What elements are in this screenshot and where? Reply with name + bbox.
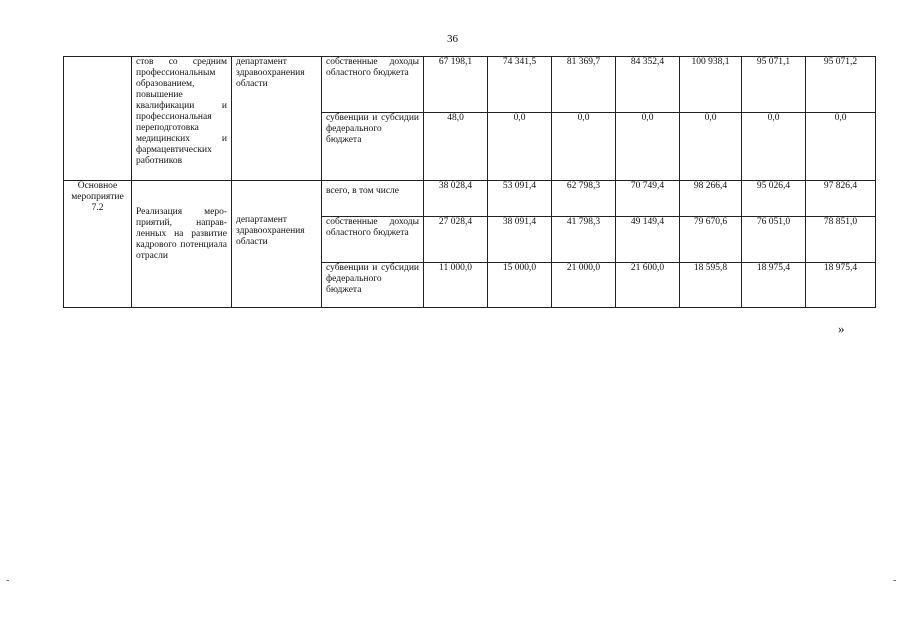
funding-source-cell: субвенции и субсидии федерального бюджета: [322, 113, 424, 181]
value-cell: 0,0: [806, 113, 876, 181]
value-cell: 62 798,3: [552, 181, 616, 217]
executor-cell: департамент здравоохранения области: [232, 57, 322, 181]
value-cell: 95 071,2: [806, 57, 876, 113]
value-cell: 84 352,4: [616, 57, 680, 113]
value-cell: 53 091,4: [488, 181, 552, 217]
value-cell: 21 000,0: [552, 263, 616, 308]
funding-source-cell: всего, в том числе: [322, 181, 424, 217]
value-cell: 21 600,0: [616, 263, 680, 308]
value-cell: 49 149,4: [616, 217, 680, 263]
value-cell: 98 266,4: [680, 181, 742, 217]
event-description-cell: Реализация мероприятий, направленных на развитие кадрового потенциала отрасли: [132, 181, 232, 308]
value-cell: 74 341,5: [488, 57, 552, 113]
value-cell: 95 071,1: [742, 57, 806, 113]
value-cell: 81 369,7: [552, 57, 616, 113]
value-cell: 18 975,4: [742, 263, 806, 308]
value-cell: 0,0: [488, 113, 552, 181]
value-cell: 27 028,4: [424, 217, 488, 263]
event-name-cell: Основное мероприятие 7.2: [64, 181, 132, 308]
funding-source-cell: собственные доходы областного бюджета: [322, 57, 424, 113]
right-edge-mark: -: [893, 575, 897, 586]
page-number: 36: [447, 33, 458, 45]
value-cell: 18 975,4: [806, 263, 876, 308]
value-cell: 38 091,4: [488, 217, 552, 263]
event-name-cell: [64, 57, 132, 181]
value-cell: 70 749,4: [616, 181, 680, 217]
executor-cell: департамент здравоохранения области: [232, 181, 322, 308]
budget-table: [63, 56, 876, 308]
value-cell: 0,0: [680, 113, 742, 181]
value-cell: 0,0: [552, 113, 616, 181]
value-cell: 41 798,3: [552, 217, 616, 263]
funding-source-cell: собственные доходы областного бюджета: [322, 217, 424, 263]
funding-source-cell: субвенции и субсидии федерального бюджета: [322, 263, 424, 308]
value-cell: 38 028,4: [424, 181, 488, 217]
continuation-mark: »: [838, 321, 845, 336]
value-cell: 0,0: [616, 113, 680, 181]
value-cell: 95 026,4: [742, 181, 806, 217]
value-cell: 11 000,0: [424, 263, 488, 308]
value-cell: 0,0: [742, 113, 806, 181]
value-cell: 67 198,1: [424, 57, 488, 113]
value-cell: 76 051,0: [742, 217, 806, 263]
value-cell: 78 851,0: [806, 217, 876, 263]
value-cell: 97 826,4: [806, 181, 876, 217]
value-cell: 79 670,6: [680, 217, 742, 263]
table-row: [64, 57, 876, 113]
left-edge-mark: -: [6, 575, 10, 586]
value-cell: 18 595,8: [680, 263, 742, 308]
value-cell: 15 000,0: [488, 263, 552, 308]
table-row: [64, 181, 876, 217]
value-cell: 48,0: [424, 113, 488, 181]
event-description-cell: стов со средним профессиональным образованием, повышение квалификации и профессиональная переподготовка медицинских и фармацевтических работников: [132, 57, 232, 181]
value-cell: 100 938,1: [680, 57, 742, 113]
